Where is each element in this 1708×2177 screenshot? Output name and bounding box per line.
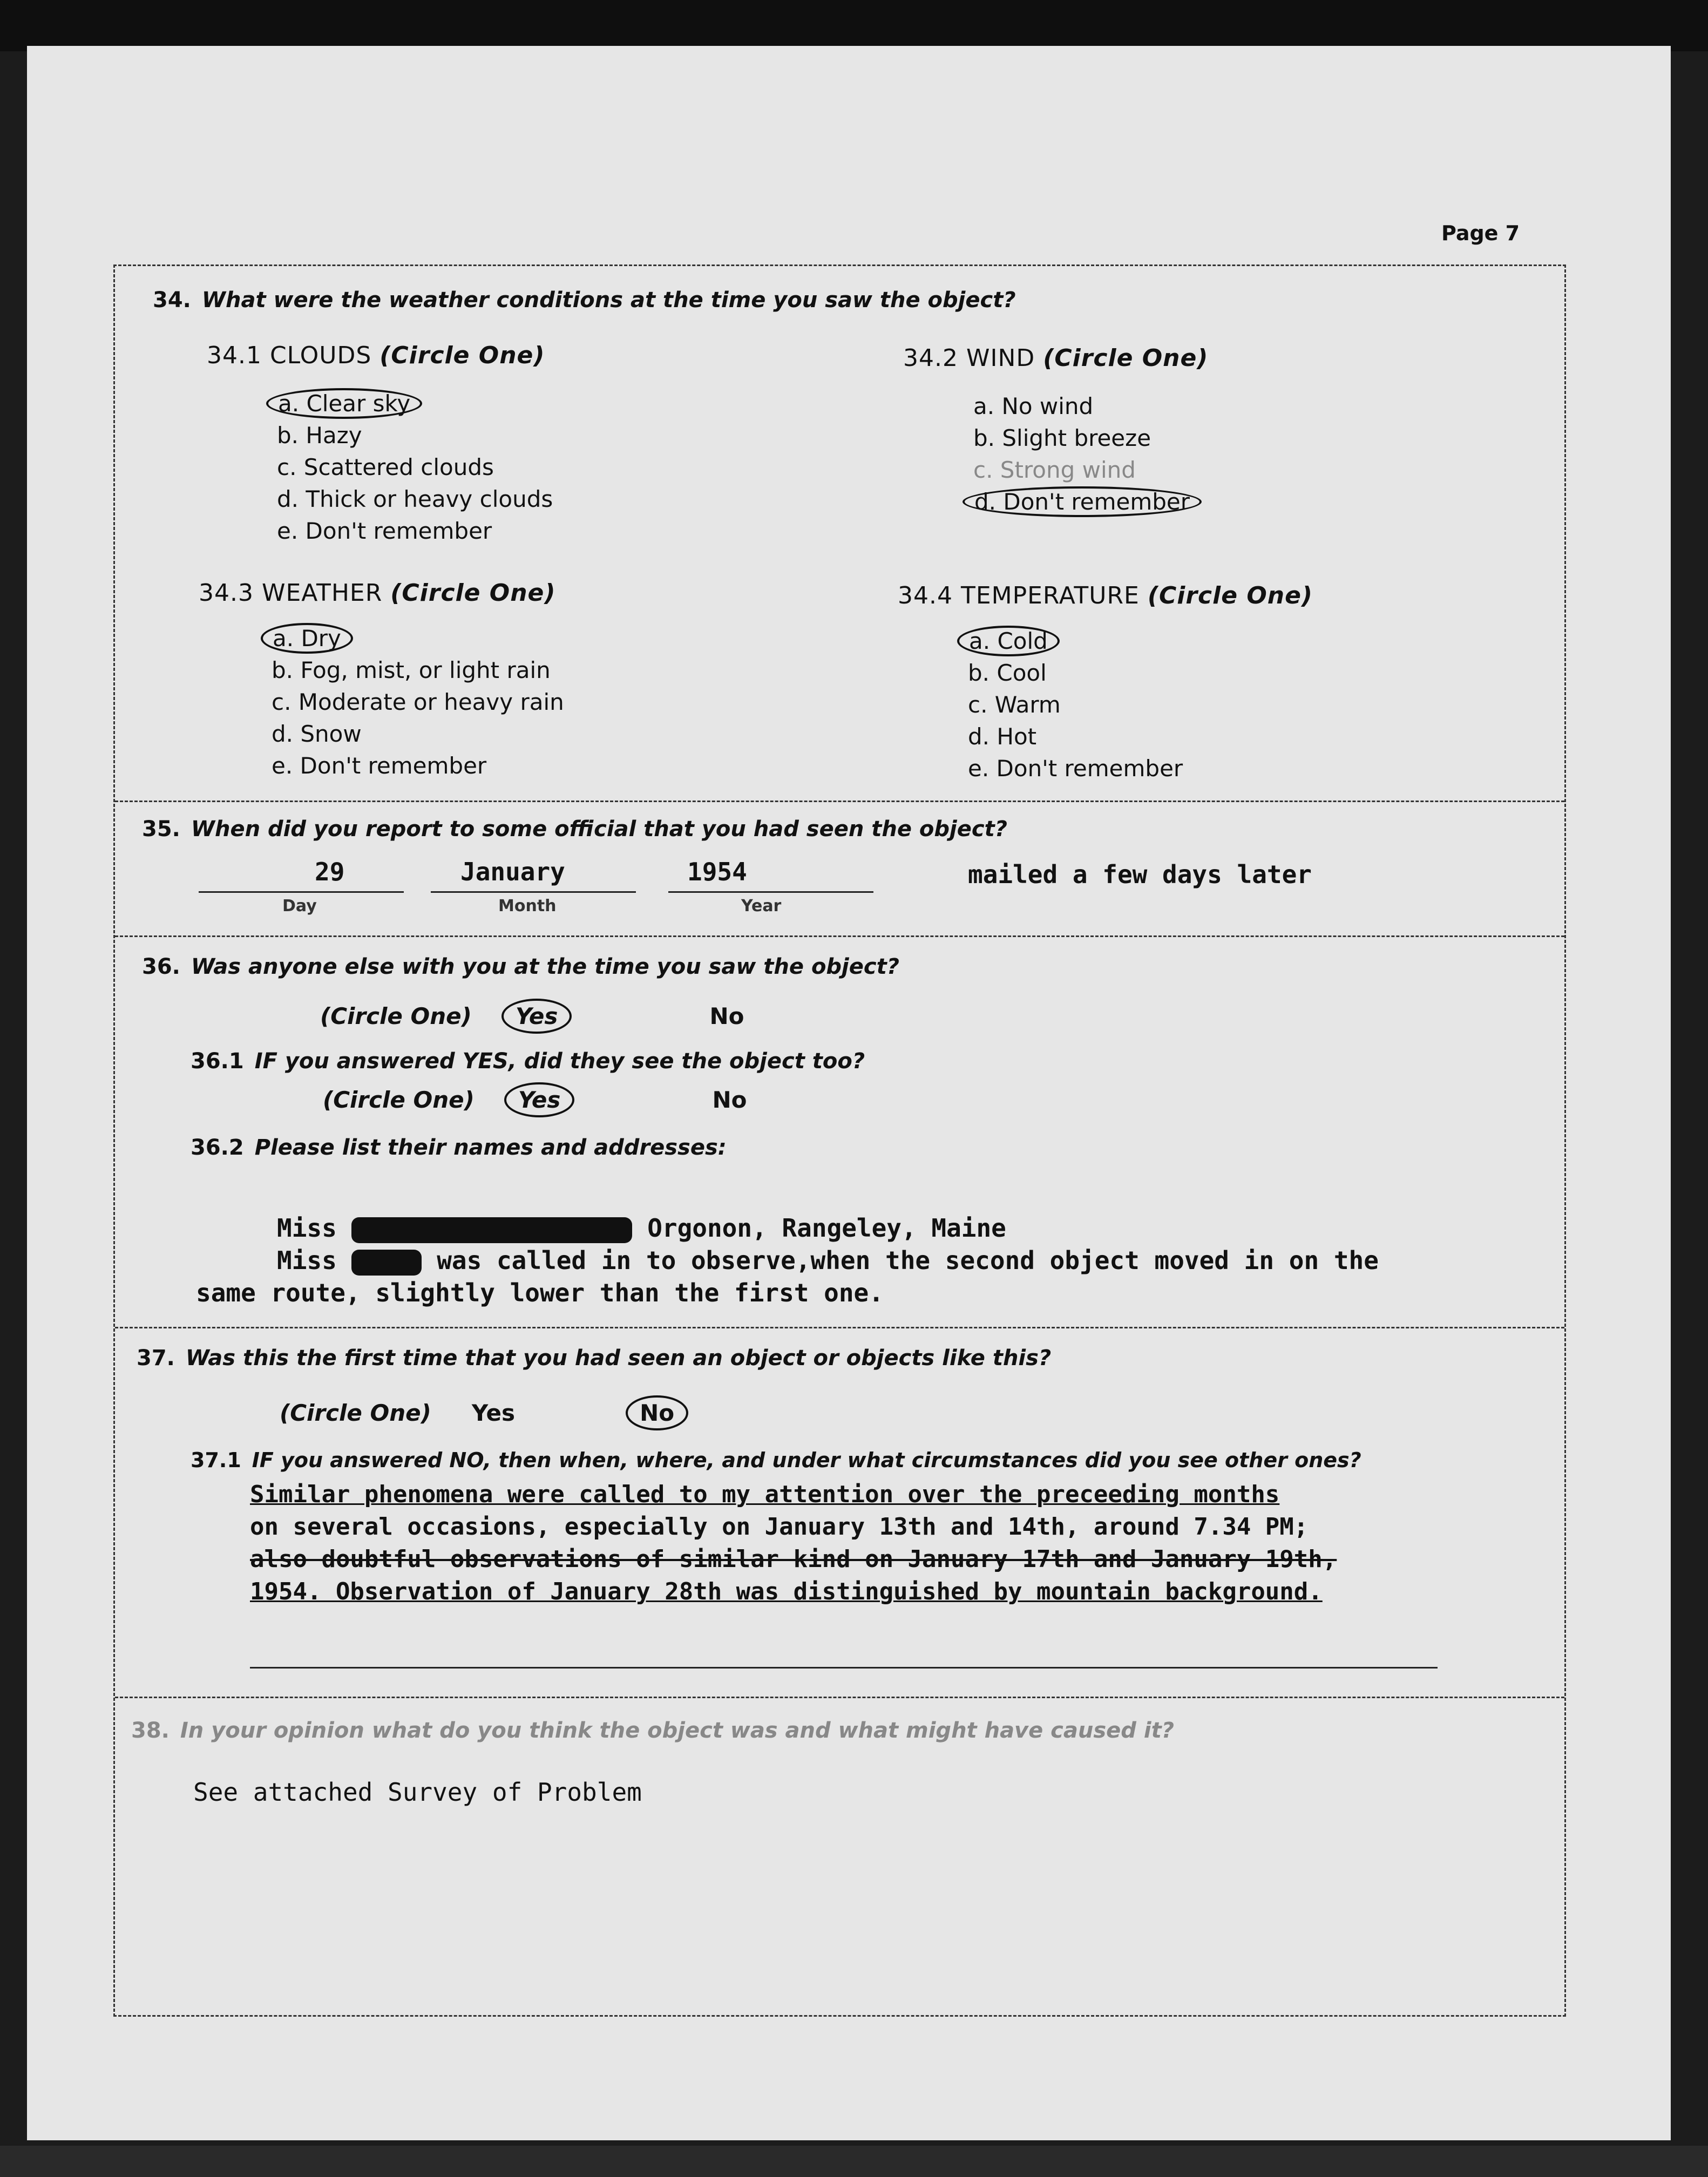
q371-answer-line2[interactable]: on several occasions, especially on January 13th and 14th, around 7.34 PM;: [250, 1513, 1309, 1541]
clouds-instruction: (Circle One): [379, 342, 545, 369]
blank-answer-line: [250, 1667, 1438, 1669]
month-underline: [431, 891, 636, 893]
wind-heading: [903, 344, 1208, 372]
clouds-options: [277, 388, 553, 547]
clouds-option-selected: a. Clear sky: [266, 388, 422, 419]
weather-option[interactable]: b. Fog, mist, or light rain: [272, 657, 551, 683]
clouds-option[interactable]: d. Thick or heavy clouds: [277, 486, 553, 512]
temperature-heading: [898, 582, 1313, 609]
day-label: Day: [282, 897, 317, 915]
section-divider: [115, 1697, 1564, 1698]
q371-question: [191, 1448, 1361, 1472]
q35-month-value[interactable]: January: [460, 857, 565, 886]
weather-option[interactable]: [272, 622, 564, 654]
clouds-option[interactable]: c. Scattered clouds: [277, 454, 494, 480]
q36-number: 36.: [142, 954, 180, 979]
clouds-heading-label: 34.1 CLOUDS: [207, 342, 372, 369]
q362-answer-line2[interactable]: [277, 1246, 1379, 1276]
q38-question: [131, 1718, 1174, 1743]
answer-prefix: Miss: [277, 1246, 337, 1275]
clouds-option[interactable]: e. Don't remember: [277, 518, 492, 544]
clouds-option[interactable]: [277, 388, 553, 419]
q362-answer-line3[interactable]: same route, slightly lower than the first one.: [196, 1278, 884, 1307]
q36-yes-circled[interactable]: Yes: [501, 999, 572, 1034]
temperature-option-selected: a. Cold: [957, 626, 1060, 656]
temperature-option[interactable]: c. Warm: [968, 691, 1061, 718]
temperature-instruction: (Circle One): [1147, 582, 1313, 609]
q37-choices: [280, 1400, 688, 1426]
weather-heading-label: 34.3 WEATHER: [199, 579, 383, 607]
q371-answer-line4[interactable]: 1954. Observation of January 28th was distinguished by mountain background.: [250, 1578, 1323, 1605]
q371-number: 37.1: [191, 1448, 241, 1472]
year-label: Year: [741, 897, 782, 915]
questionnaire-form: [113, 265, 1566, 2017]
redaction-bar: [351, 1250, 422, 1276]
weather-option-selected: a. Dry: [261, 623, 353, 654]
q36-question: [142, 954, 899, 979]
q34-question: [153, 288, 1016, 313]
q361-text: IF you answered YES, did they see the object too?: [254, 1049, 865, 1074]
wind-option[interactable]: [973, 486, 1202, 518]
q37-instruction: (Circle One): [280, 1400, 431, 1426]
weather-instruction: (Circle One): [390, 579, 556, 607]
q361-choices: [323, 1087, 747, 1113]
month-label: Month: [498, 897, 557, 915]
q361-number: 36.1: [191, 1049, 244, 1074]
wind-option[interactable]: b. Slight breeze: [973, 425, 1151, 451]
temperature-option[interactable]: e. Don't remember: [968, 755, 1183, 782]
q38-answer[interactable]: See attached Survey of Problem: [193, 1778, 642, 1807]
q361-question: [191, 1049, 865, 1074]
q36-text: Was anyone else with you at the time you saw the object?: [191, 954, 899, 979]
document-page: [27, 46, 1671, 2140]
wind-option[interactable]: a. No wind: [973, 393, 1094, 419]
weather-option[interactable]: c. Moderate or heavy rain: [272, 689, 564, 715]
q362-answer-line1[interactable]: [277, 1213, 1006, 1243]
scan-bottom-edge: [0, 2146, 1708, 2177]
q35-question: [142, 817, 1007, 842]
temperature-options: [968, 625, 1183, 784]
temperature-heading-label: 34.4 TEMPERATURE: [898, 582, 1140, 609]
q371-text: IF you answered NO, then when, where, and under what circumstances did you see other ones?: [252, 1448, 1361, 1472]
clouds-option[interactable]: b. Hazy: [277, 422, 362, 449]
weather-options: [272, 622, 564, 782]
q371-answer-line3[interactable]: also doubtful observations of similar kind on January 17th and January 19th,: [250, 1545, 1337, 1573]
q361-no[interactable]: No: [712, 1087, 747, 1113]
q37-no-circled[interactable]: No: [626, 1395, 688, 1430]
q35-year-value[interactable]: 1954: [687, 857, 747, 886]
page-number: Page 7: [1441, 221, 1520, 245]
q36-no[interactable]: No: [709, 1003, 744, 1029]
section-divider: [115, 801, 1564, 802]
clouds-heading: [207, 342, 545, 369]
wind-options: [973, 390, 1202, 518]
temperature-option[interactable]: b. Cool: [968, 660, 1047, 686]
q35-note: mailed a few days later: [968, 860, 1312, 889]
scan-top-edge: [0, 0, 1708, 51]
answer-text: was called in to observe,when the second object moved in on the: [437, 1246, 1379, 1275]
weather-option[interactable]: d. Snow: [272, 721, 362, 747]
q362-question: [191, 1135, 727, 1160]
q37-yes[interactable]: Yes: [471, 1400, 515, 1426]
weather-option[interactable]: e. Don't remember: [272, 752, 487, 779]
wind-option-selected: d. Don't remember: [963, 486, 1202, 517]
redaction-bar: [351, 1217, 632, 1243]
q37-text: Was this the first time that you had seen an object or objects like this?: [185, 1346, 1052, 1371]
q38-number: 38.: [131, 1718, 170, 1743]
q38-text: In your opinion what do you think the object was and what might have caused it?: [180, 1718, 1174, 1743]
year-underline: [668, 891, 873, 893]
q37-question: [137, 1346, 1051, 1371]
day-underline: [199, 891, 404, 893]
q36-instruction: (Circle One): [320, 1003, 472, 1029]
q362-text: Please list their names and addresses:: [254, 1135, 727, 1160]
temperature-option[interactable]: [968, 625, 1183, 657]
q35-day-value[interactable]: 29: [315, 857, 345, 886]
q35-text: When did you report to some official that you had seen the object?: [191, 817, 1007, 842]
wind-heading-label: 34.2 WIND: [903, 344, 1035, 372]
q362-number: 36.2: [191, 1135, 244, 1160]
wind-option[interactable]: c. Strong wind: [973, 457, 1136, 483]
q361-instruction: (Circle One): [323, 1087, 475, 1113]
answer-address: Orgonon, Rangeley, Maine: [647, 1213, 1006, 1243]
q34-text: What were the weather conditions at the time you saw the object?: [201, 288, 1016, 313]
section-divider: [115, 1327, 1564, 1328]
q35-number: 35.: [142, 817, 180, 842]
q36-choices: [320, 1003, 744, 1029]
temperature-option[interactable]: d. Hot: [968, 723, 1037, 750]
q37-number: 37.: [137, 1346, 175, 1371]
q361-yes-circled[interactable]: Yes: [504, 1082, 574, 1117]
weather-heading: [199, 579, 555, 607]
q371-answer-line1[interactable]: Similar phenomena were called to my attention over the preceeding months: [250, 1481, 1280, 1508]
wind-instruction: (Circle One): [1043, 344, 1209, 372]
answer-prefix: Miss: [277, 1213, 337, 1243]
section-divider: [115, 935, 1564, 937]
q34-number: 34.: [153, 288, 191, 313]
